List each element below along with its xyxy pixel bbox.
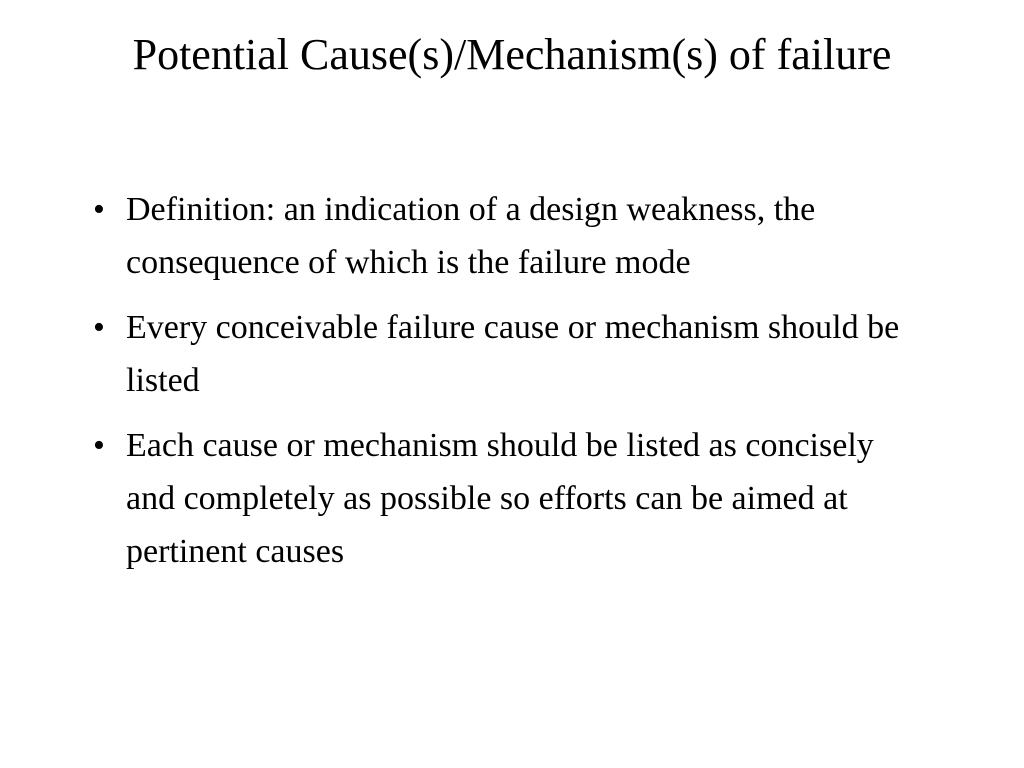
bullet-text: Each cause or mechanism should be listed as concisely and completely as possible so efforts can be aimed at pertinent causes [126,427,874,570]
bullet-item [84,183,924,289]
bullet-icon: • [93,309,105,346]
bullet-text: Every conceivable failure cause or mechanism should be listed [126,309,900,399]
bullet-icon: • [93,191,105,228]
bullet-list [84,183,924,590]
bullet-text: Definition: an indication of a design weakness, the consequence of which is the failure mode [126,191,816,281]
bullet-item [84,301,924,407]
bullet-icon: • [93,427,105,464]
bullet-item [84,419,924,578]
slide-title: Potential Cause(s)/Mechanism(s) of failure [132,30,892,79]
